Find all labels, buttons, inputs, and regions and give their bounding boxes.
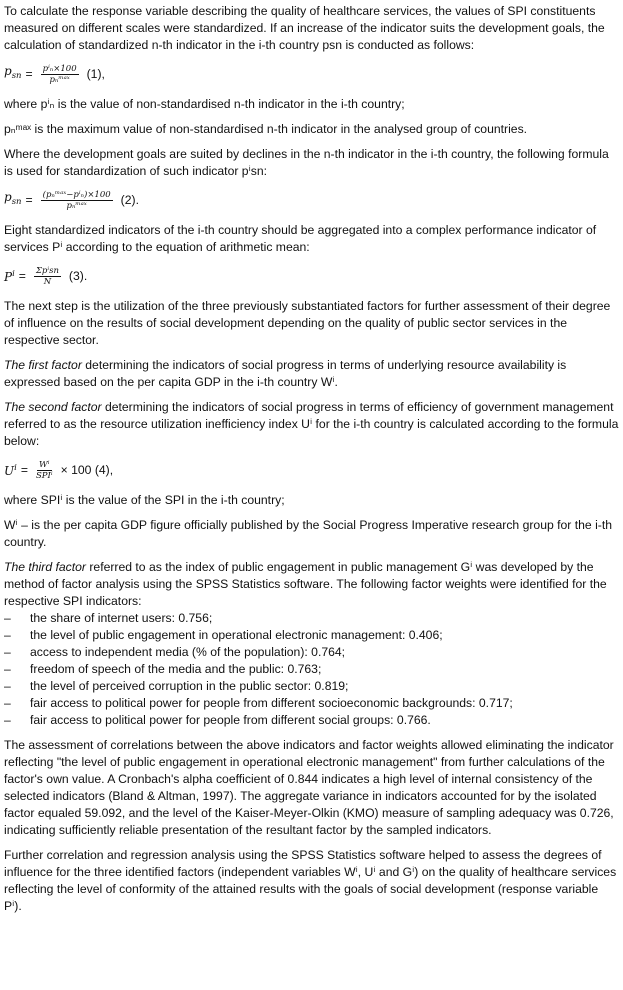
eq3-numerator: Σpⁱsn [35,265,59,276]
equation-2: $p_{sn}$ = $\frac{\text{(pₙᵐᵃˣ−pⁱₙ)×100}}{\text{pₙᵐᵃˣ}}$ (2). [4,189,139,211]
equation-3: $P^i$ = $\frac{\text{Σpⁱsn}}{N}$ (3). [4,265,88,287]
list-dash: – [4,628,11,642]
list-dash: – [4,662,11,676]
definition-4: Wⁱ – is the per capita GDP figure officially published by the Social Progress Imperative research group for the i-th country. [4,518,613,549]
paragraph-assessment: The assessment of correlations between the above indicators and factor weights allowed eliminating the indicator reflecting "the level of public engagement in operational electronic management" from further calculations of the factor's own value. A Cronbach's alpha coefficient of 0.844 indicates a high level of internal consistency of the selected indicators (Bland & Altman, 1997). The aggregate variance in indicators accounted for by the isolated factor equaled 59.092, and the level of the Kaiser-Meyer-Olkin (KMO) measure of sampling adequacy was 0.726, indicating sufficiently reliable presentation of the resultant factor by the sampled indicators. [4,738,614,837]
list-item: – freedom of speech of the media and the public: 0.763; [4,662,322,676]
paragraph-second-factor [4,399,619,450]
eq1-fraction [41,64,79,85]
eq2-numerator: (pₙᵐᵃˣ−pⁱₙ)×100 [42,189,111,200]
list-dash: – [4,713,11,727]
paragraph-next-step: The next step is the utilization of the three previously substantiated factors for further assessment of their degree of influence on the results of social development depending on the quality of public sector services in the respective sector. [4,299,611,347]
third-factor-lead: The third factor [4,560,86,574]
paragraph-standardization: Where the development goals are suited by declines in the n-th indicator in the i-th country, the following formula is used for standardization of such indicator pⁱsn: [4,147,609,178]
list-dash: – [4,611,11,625]
eq4-denominator: SPIⁱ [35,470,53,481]
list-item: – the share of internet users: 0.756; [4,611,213,625]
list-item: – the level of public engagement in operational electronic management: 0.406; [4,628,443,642]
first-factor-text: determining the indicators of social progress in terms of underlying resource availability is expressed based on the per capita GDP in the i-th country Wⁱ. [4,358,567,389]
paragraph-intro: To calculate the response variable describing the quality of healthcare services, the values of SPI constituents measured on different scales were standardized. If an increase of the indicator suits the development goals, the calculation of standardized n-th indicator in the i-th country psn is conducted as follows: [4,4,605,52]
paragraph-further-analysis: Further correlation and regression analysis using the SPSS Statistics software helped to assess the degrees of influence for the three identified factors (independent variables Wⁱ, Uⁱ and Gⁱ) on the quality of healthcare services reflecting the level of conformity of the attained results with the goals of social development (response variable Pⁱ). [4,848,617,913]
second-factor-lead: The second factor [4,400,102,414]
second-factor-text: determining the indicators of social progress in terms of efficiency of government management referred to as the resource utilization inefficiency index Uⁱ for the i-th country is calculated according to the formula below: [4,400,619,448]
equation-1: $p_{sn}$ = $\frac{\text{pⁱₙ×100}}{\text{pₙᵐᵃˣ}}$ (1), [4,63,105,85]
factor-weights-list [4,610,619,729]
paragraph-first-factor [4,357,619,391]
eq4-fraction [36,460,53,481]
list-item: – access to independent media (% of the population): 0.764; [4,645,346,659]
eq2-denominator: pₙᵐᵃˣ [66,200,87,211]
list-dash: – [4,696,11,710]
eq2-fraction [41,190,113,211]
eq4-tail: × 100 (4), [60,462,114,477]
eq1-numerator: pⁱₙ×100 [42,63,77,74]
paragraph-third-factor [4,559,619,610]
eq4-numerator: Wⁱ [39,459,50,470]
first-factor-lead: The first factor [4,358,82,372]
list-item: – fair access to political power for people from different socioeconomic backgrounds: 0.717; [4,696,513,710]
list-item: – the level of perceived corruption in the public sector: 0.819; [4,679,349,693]
list-item: – fair access to political power for people from different social groups: 0.766. [4,713,431,727]
definition-1: where pⁱₙ is the value of non-standardised n-th indicator in the i-th country; [4,97,405,111]
eq1-lhs: $p_{sn}$ [4,64,22,81]
equation-4: $U^i$ = $\frac{\text{Wⁱ}}{\text{SPIⁱ}}$ × 100 (4), [4,459,114,481]
definition-2: pₙᵐᵃˣ is the maximum value of non-standardised n-th indicator in the analysed group of countries. [4,122,528,136]
paragraph-aggregation: Eight standardized indicators of the i-th country should be aggregated into a complex performance indicator of services Pⁱ according to the equation of arithmetic mean: [4,223,597,254]
eq2-tag: (2). [120,192,139,207]
eq1-tag: (1), [86,66,105,81]
list-dash: – [4,679,11,693]
definition-3: where SPIⁱ is the value of the SPI in the i-th country; [4,493,285,507]
eq1-denominator: pₙᵐᵃˣ [49,74,70,85]
list-dash: – [4,645,11,659]
eq3-tag: (3). [68,268,88,283]
eq3-fraction [34,266,61,287]
third-factor-text: referred to as the index of public engagement in public management Gⁱ was developed by the method of factor analysis using the SPSS Statistics software. The following factor weights were identified for the respective SPI indicators: [4,560,607,608]
eq3-denominator: N [43,276,52,287]
